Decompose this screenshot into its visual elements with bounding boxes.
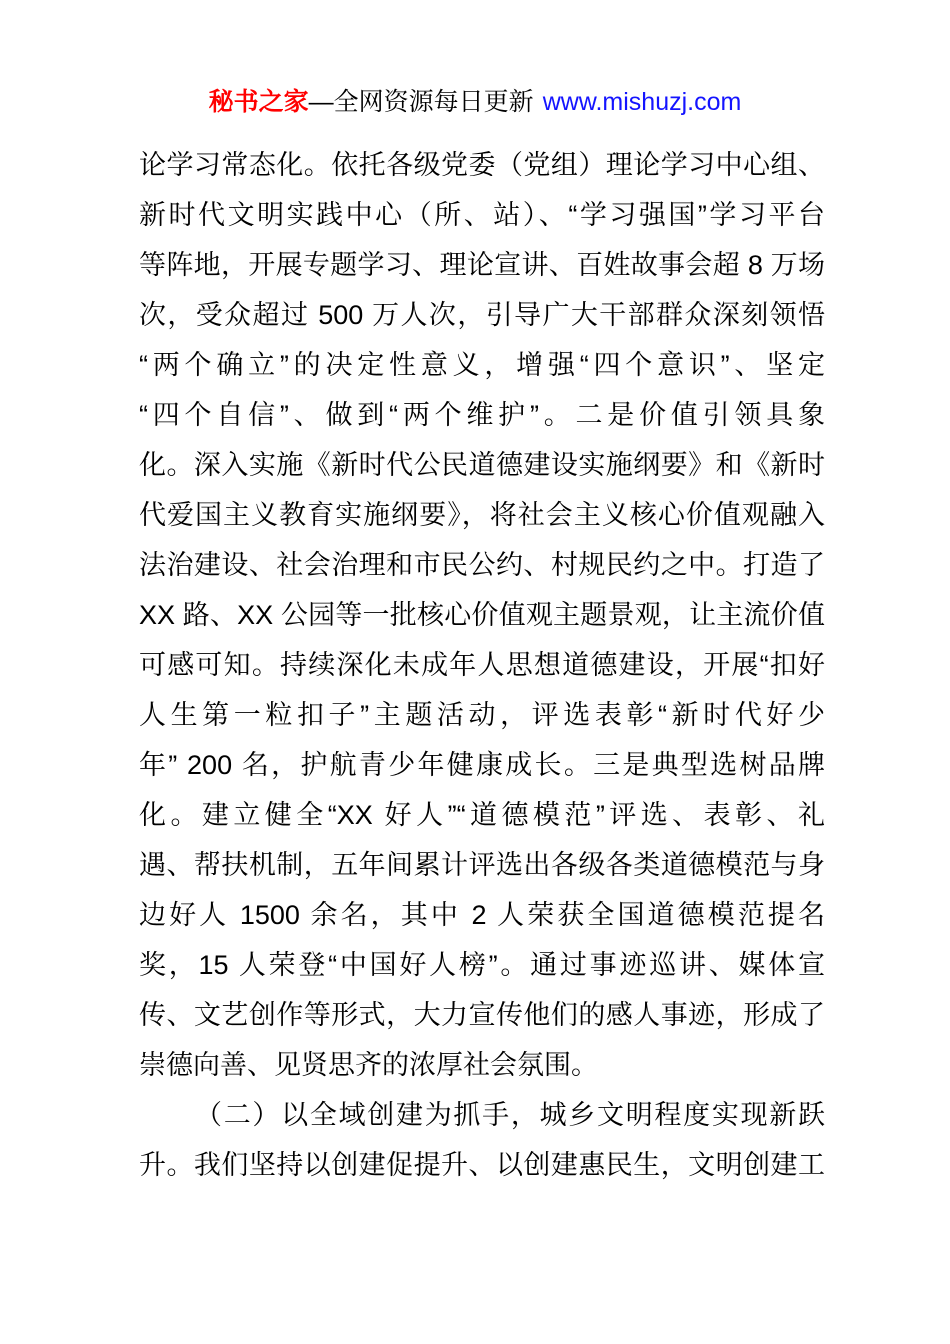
document-line: 遇、帮扶机制，五年间累计评选出各级各类道德模范与身 <box>139 850 825 880</box>
site-tagline: —全网资源每日更新 <box>308 88 534 116</box>
document-line: 论学习常态化。依托各级党委（党组）理论学习中心组、 <box>139 150 825 180</box>
document-line: “两个确立”的决定性意义，增强“四个意识”、坚定 <box>139 350 825 380</box>
document-line: 年” 200 名，护航青少年健康成长。三是典型选树品牌 <box>139 750 825 780</box>
document-line: 人生第一粒扣子”主题活动，评选表彰“新时代好少 <box>139 700 825 730</box>
document-body <box>139 140 825 1190</box>
document-line: 崇德向善、见贤思齐的浓厚社会氛围。 <box>139 1050 598 1080</box>
site-brand: 秘书之家 <box>208 88 309 116</box>
document-line: XX 路、XX 公园等一批核心价值观主题景观，让主流价值 <box>139 600 825 630</box>
document-line: 新时代文明实践中心（所、站）、“学习强国”学习平台 <box>139 200 825 230</box>
document-line: 次，受众超过 500 万人次，引导广大干部群众深刻领悟 <box>139 300 825 330</box>
document-line-paragraph-start: （二）以全域创建为抓手，城乡文明程度实现新跃 <box>195 1100 825 1130</box>
document-line: 奖，15 人荣登“中国好人榜”。通过事迹巡讲、媒体宣 <box>139 950 825 980</box>
document-line: 法治建设、社会治理和市民公约、村规民约之中。打造了 <box>139 550 825 580</box>
site-header <box>0 86 950 118</box>
document-line: “四个自信”、做到“两个维护”。二是价值引领具象 <box>139 400 825 430</box>
document-line: 代爱国主义教育实施纲要》，将社会主义核心价值观融入 <box>139 500 825 530</box>
document-line: 化。建立健全“XX 好人”“道德模范”评选、表彰、礼 <box>139 800 825 830</box>
document-line: 升。我们坚持以创建促提升、以创建惠民生，文明创建工 <box>139 1150 825 1180</box>
site-url-link[interactable]: www.mishuzj.com <box>542 88 742 116</box>
document-line: 边好人 1500 余名，其中 2 人荣获全国道德模范提名 <box>139 900 825 930</box>
document-line: 可感可知。持续深化未成年人思想道德建设，开展“扣好 <box>139 650 825 680</box>
document-line: 传、文艺创作等形式，大力宣传他们的感人事迹，形成了 <box>139 1000 825 1030</box>
document-line: 等阵地，开展专题学习、理论宣讲、百姓故事会超 8 万场 <box>139 250 825 280</box>
document-line: 化。深入实施《新时代公民道德建设实施纲要》和《新时 <box>139 450 825 480</box>
